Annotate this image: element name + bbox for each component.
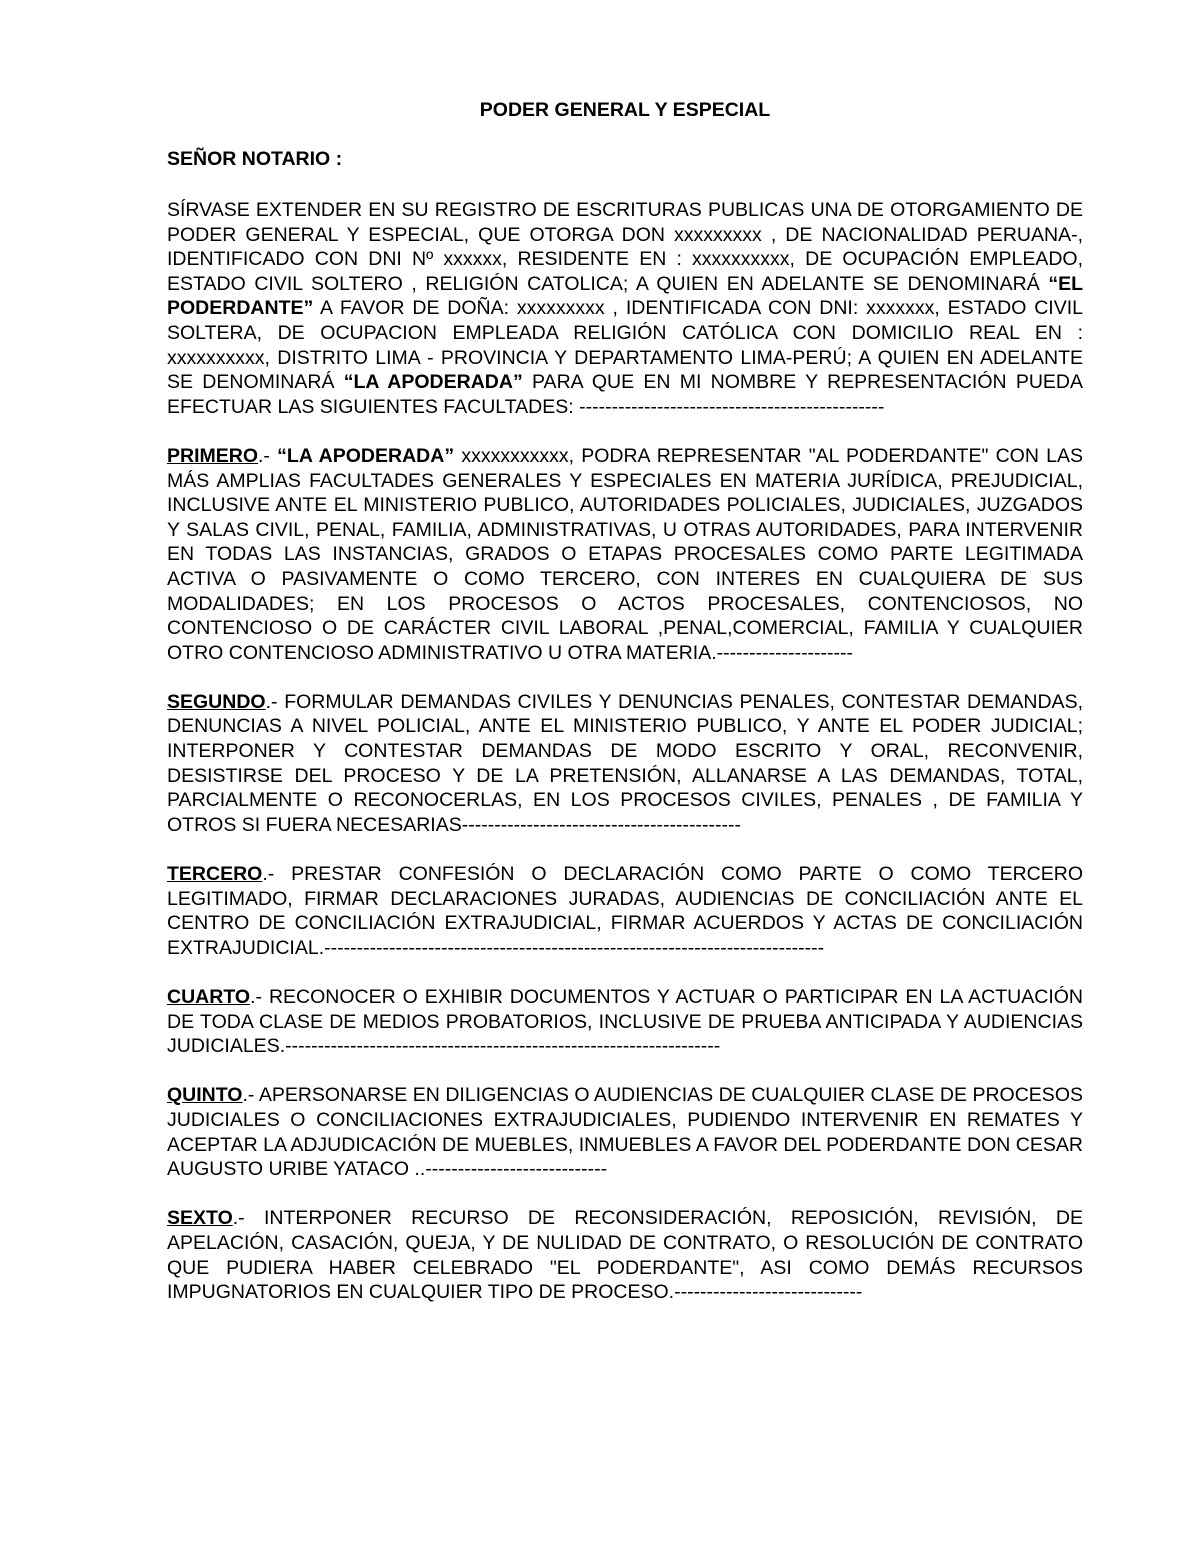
intro-text-2: A FAVOR DE DOÑA: xxxxxxxxx , IDENTIFICADA CON DNI: xxxxxxx, ESTADO CIVIL SOLTERA, DE OCUPACION EMPLEADA RELIGIÓN CATÓLICA CON DOMICILIO REAL EN : xxxxxxxxxx, DISTRITO LIMA - PROVINCIA Y DEPARTAMENTO LIMA-PERÚ; A QUIEN EN ADELANTE SE DENOMINARÁ [167, 297, 1083, 394]
document-title: PODER GENERAL Y ESPECIAL [479, 99, 771, 121]
clause-label: SEGUNDO [167, 690, 266, 713]
clause-primero [167, 444, 1083, 665]
clause-text: RECONOCER O EXHIBIR DOCUMENTOS Y ACTUAR O PARTICIPAR EN LA ACTUACIÓN DE TODA CLASE DE MEDIOS PROBATORIOS, INCLUSIVE DE PRUEBA ANTICIPADA Y AUDIENCIAS JUDICIALES.------------------------------------------------------------------- [167, 986, 1083, 1058]
document-body [167, 198, 1083, 1305]
clause-label: PRIMERO [167, 444, 259, 467]
clause-text: INTERPONER RECURSO DE RECONSIDERACIÓN, REPOSICIÓN, REVISIÓN, DE APELACIÓN, CASACIÓN, QUEJA, Y DE NULIDAD DE CONTRATO, O RESOLUCIÓN DE CONTRATO QUE PUDIERA HABER CELEBRADO "EL PODERDANTE", ASI COMO DEMÁS RECURSOS IMPUGNATORIOS EN CUALQUIER TIPO DE PROCESO.----------------------------- [167, 1207, 1083, 1304]
clause-quinto [167, 1083, 1083, 1181]
clause-label: QUINTO [167, 1084, 243, 1107]
clause-sexto [167, 1206, 1083, 1304]
apoderada-term: “LA APODERADA” [277, 444, 455, 467]
clause-label: SEXTO [167, 1207, 233, 1230]
clause-text: APERSONARSE EN DILIGENCIAS O AUDIENCIAS DE CUALQUIER CLASE DE PROCESOS JUDICIALES O CONCILIACIONES EXTRAJUDICIALES, PUDIENDO INTERVENIR EN REMATES Y ACEPTAR LA ADJUDICACIÓN DE MUEBLES, INMUEBLES A FAVOR DEL PODERDANTE DON CESAR AUGUSTO URIBE YATACO ..---------------------------- [167, 1084, 1083, 1181]
clause-cuarto [167, 985, 1083, 1059]
apoderada-term: “LA APODERADA” [343, 371, 523, 394]
clause-segundo [167, 690, 1083, 838]
clause-text: FORMULAR DEMANDAS CIVILES Y DENUNCIAS PENALES, CONTESTAR DEMANDAS, DENUNCIAS A NIVEL POLICIAL, ANTE EL MINISTERIO PUBLICO, Y ANTE EL PODER JUDICIAL; INTERPONER Y CONTESTAR DEMANDAS DE MODO ESCRITO Y ORAL, RECONVENIR, DESISTIRSE DEL PROCESO Y DE LA PRETENSIÓN, ALLANARSE A LAS DEMANDAS, TOTAL, PARCIALMENTE O RECONOCERLAS, EN LOS PROCESOS CIVILES, PENALES , DE FAMILIA Y OTROS SI FUERA NECESARIAS------------------------------------------- [167, 690, 1083, 836]
salutation: SEÑOR NOTARIO : [167, 148, 343, 170]
clause-separator: .- [232, 1207, 264, 1230]
clause-text: xxxxxxxxxxx, PODRA REPRESENTAR "AL PODERDANTE" CON LAS MÁS AMPLIAS FACULTADES GENERALES Y ESPECIALES EN MATERIA JURÍDICA, PREJUDICIAL, INCLUSIVE ANTE EL MINISTERIO PUBLICO, AUTORIDADES POLICIALES, JUDICIALES, JUZGADOS Y SALAS CIVIL, PENAL, FAMILIA, ADMINISTRATIVAS, U OTRAS AUTORIDADES, PARA INTERVENIR EN TODAS LAS INSTANCIAS, GRADOS O ETAPAS PROCESALES COMO PARTE LEGITIMADA ACTIVA O PASIVAMENTE O COMO TERCERO, CON INTERES EN CUALQUIERA DE SUS MODALIDADES; EN LOS PROCESOS O ACTOS PROCESALES, CONTENCIOSOS, NO CONTENCIOSO O DE CARÁCTER CIVIL LABORAL ,PENAL,COMERCIAL, FAMILIA Y CUALQUIER OTRO CONTENCIOSO ADMINISTRATIVO U OTRA MATERIA.--------------------- [167, 444, 1083, 664]
clause-label: CUARTO [167, 986, 251, 1008]
clause-tercero [167, 862, 1083, 960]
intro-paragraph [167, 198, 1083, 419]
clause-label: TERCERO [167, 863, 263, 886]
clause-separator: .- [262, 863, 292, 886]
clause-separator: .- [258, 444, 278, 467]
clause-separator: .- [250, 986, 269, 1008]
clause-separator: .- [242, 1084, 259, 1107]
poderdante-term: “EL PODERDANTE” [167, 272, 1083, 320]
clause-text: PRESTAR CONFESIÓN O DECLARACIÓN COMO PARTE O COMO TERCERO LEGITIMADO, FIRMAR DECLARACIONES JURADAS, AUDIENCIAS DE CONCILIACIÓN ANTE EL CENTRO DE CONCILIACIÓN EXTRAJUDICIAL, FIRMAR ACUERDOS Y ACTAS DE CONCILIACIÓN EXTRAJUDICIAL.----------------------------------------------------------------------------- [167, 863, 1083, 959]
intro-text-1: SÍRVASE EXTENDER EN SU REGISTRO DE ESCRITURAS PUBLICAS UNA DE OTORGAMIENTO DE PODER GENERAL Y ESPECIAL, QUE OTORGA DON xxxxxxxxx , DE NACIONALIDAD PERUANA-, IDENTIFICADO CON DNI Nº xxxxxx, RESIDENTE EN : xxxxxxxxxx, DE OCUPACIÓN EMPLEADO, ESTADO CIVIL SOLTERO , RELIGIÓN CATOLICA; A QUIEN EN ADELANTE SE DENOMINARÁ [167, 199, 1083, 295]
clause-separator: .- [265, 690, 285, 713]
intro-text-3: PARA QUE EN MI NOMBRE Y REPRESENTACIÓN PUEDA EFECTUAR LAS SIGUIENTES FACULTADES: ----------------------------------------------- [167, 371, 1084, 418]
